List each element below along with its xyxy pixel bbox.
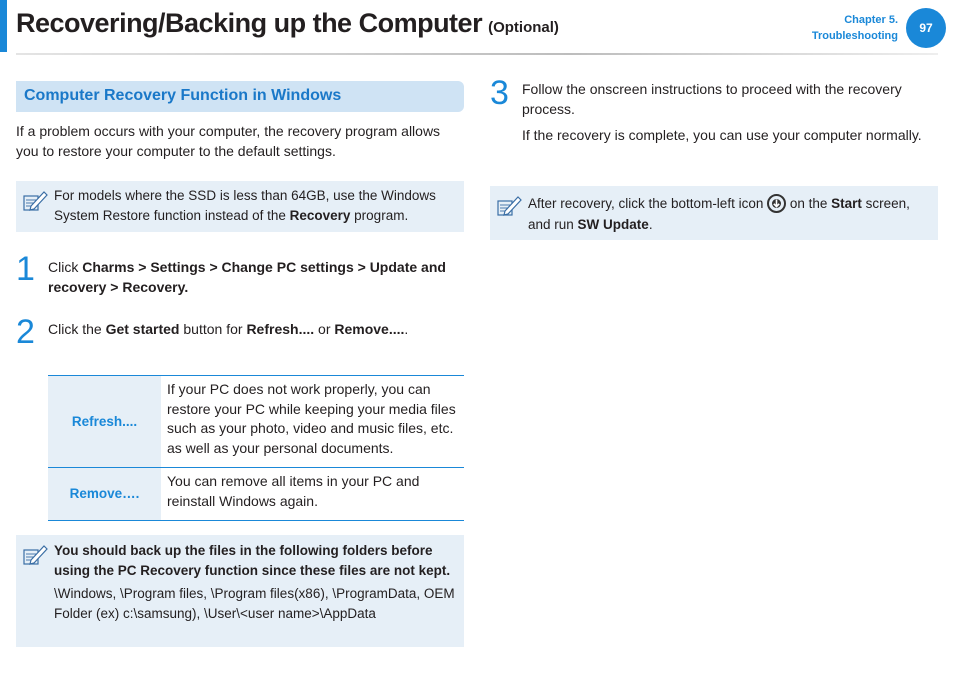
step-2-mid: button for [179,321,247,337]
step-1-path: Charms > Settings > Change PC settings > Update and recovery > Recovery. [48,259,446,295]
pen-note-icon [496,194,522,218]
chapter-label [812,12,898,44]
step-1-text [48,257,458,297]
step-3-text [522,79,932,145]
step-1-number: 1 [16,250,35,288]
note-backup-folders: \Windows, \Program files, \Program files(x86), \ProgramData, OEM Folder (ex) c:\samsung), \User\<user name>\AppData [54,586,455,621]
step-2-or: or [314,321,335,337]
note-backup [16,535,464,647]
option-name-remove: Remove…. [48,468,161,521]
option-description-remove: You can remove all items in your PC and reinstall Windows again. [167,473,420,509]
page-number-badge: 97 [906,8,946,48]
step-3-number: 3 [490,74,509,112]
note-backup-warning-text: You should back up the files in the following folders before using the PC Recovery function since these files are not kept. [54,543,451,578]
note-backup-warning [54,541,456,580]
step-2-end: . [404,321,409,337]
note-after-text-d: . [648,217,653,232]
down-arrow-circle-icon [767,194,786,213]
page-title [16,8,559,39]
left-accent-bar [0,0,7,52]
header-divider [16,53,938,55]
step-2-number: 2 [16,313,35,351]
step-3-line-1: Follow the onscreen instructions to proceed with the recovery process. [522,81,902,117]
note-after-text-c: screen, and run [528,196,910,232]
section-heading: Computer Recovery Function in Windows [16,81,464,112]
step-2-option-refresh: Refresh.... [246,321,315,337]
step-1-prefix: Click [48,259,83,275]
option-description-refresh: If your PC does not work properly, you can restore your PC while keeping your media files such as your photo, video and music files, etc. as well as your personal documents. [167,381,456,456]
chapter-name: Troubleshooting [811,30,898,42]
note-after-start: Start [831,196,862,211]
note-after-text-a: After recovery, click the bottom-left icon [528,196,768,211]
step-2-button: Get started [105,321,180,337]
pen-note-icon [22,189,48,213]
option-name-refresh: Refresh.... [48,376,161,468]
table-row [48,468,464,521]
step-2-text [48,319,458,339]
page-title-main: Recovering/Backing up the Computer [16,8,483,38]
note-after-recovery [490,186,938,240]
step-2-prefix: Click the [48,321,106,337]
options-table [48,375,464,521]
note-after-text-b: on the [786,196,832,211]
page-title-optional: (Optional) [488,19,559,36]
pen-note-icon [22,543,48,567]
table-row [48,376,464,468]
note-ssd-bold: Recovery [289,207,351,223]
step-3-line-2: If the recovery is complete, you can use your computer normally. [522,127,922,143]
note-ssd [16,181,464,232]
intro-paragraph: If a problem occurs with your computer, the recovery program allows you to restore your computer to the default settings. [16,123,441,159]
note-ssd-text-b: program. [350,207,409,223]
step-2-option-remove: Remove.... [334,321,405,337]
note-after-sw-update: SW Update [577,217,649,232]
chapter-number: Chapter 5. [844,14,898,26]
note-ssd-text-a: For models where the SSD is less than 64GB, use the Windows System Restore function instead of the [54,188,436,223]
